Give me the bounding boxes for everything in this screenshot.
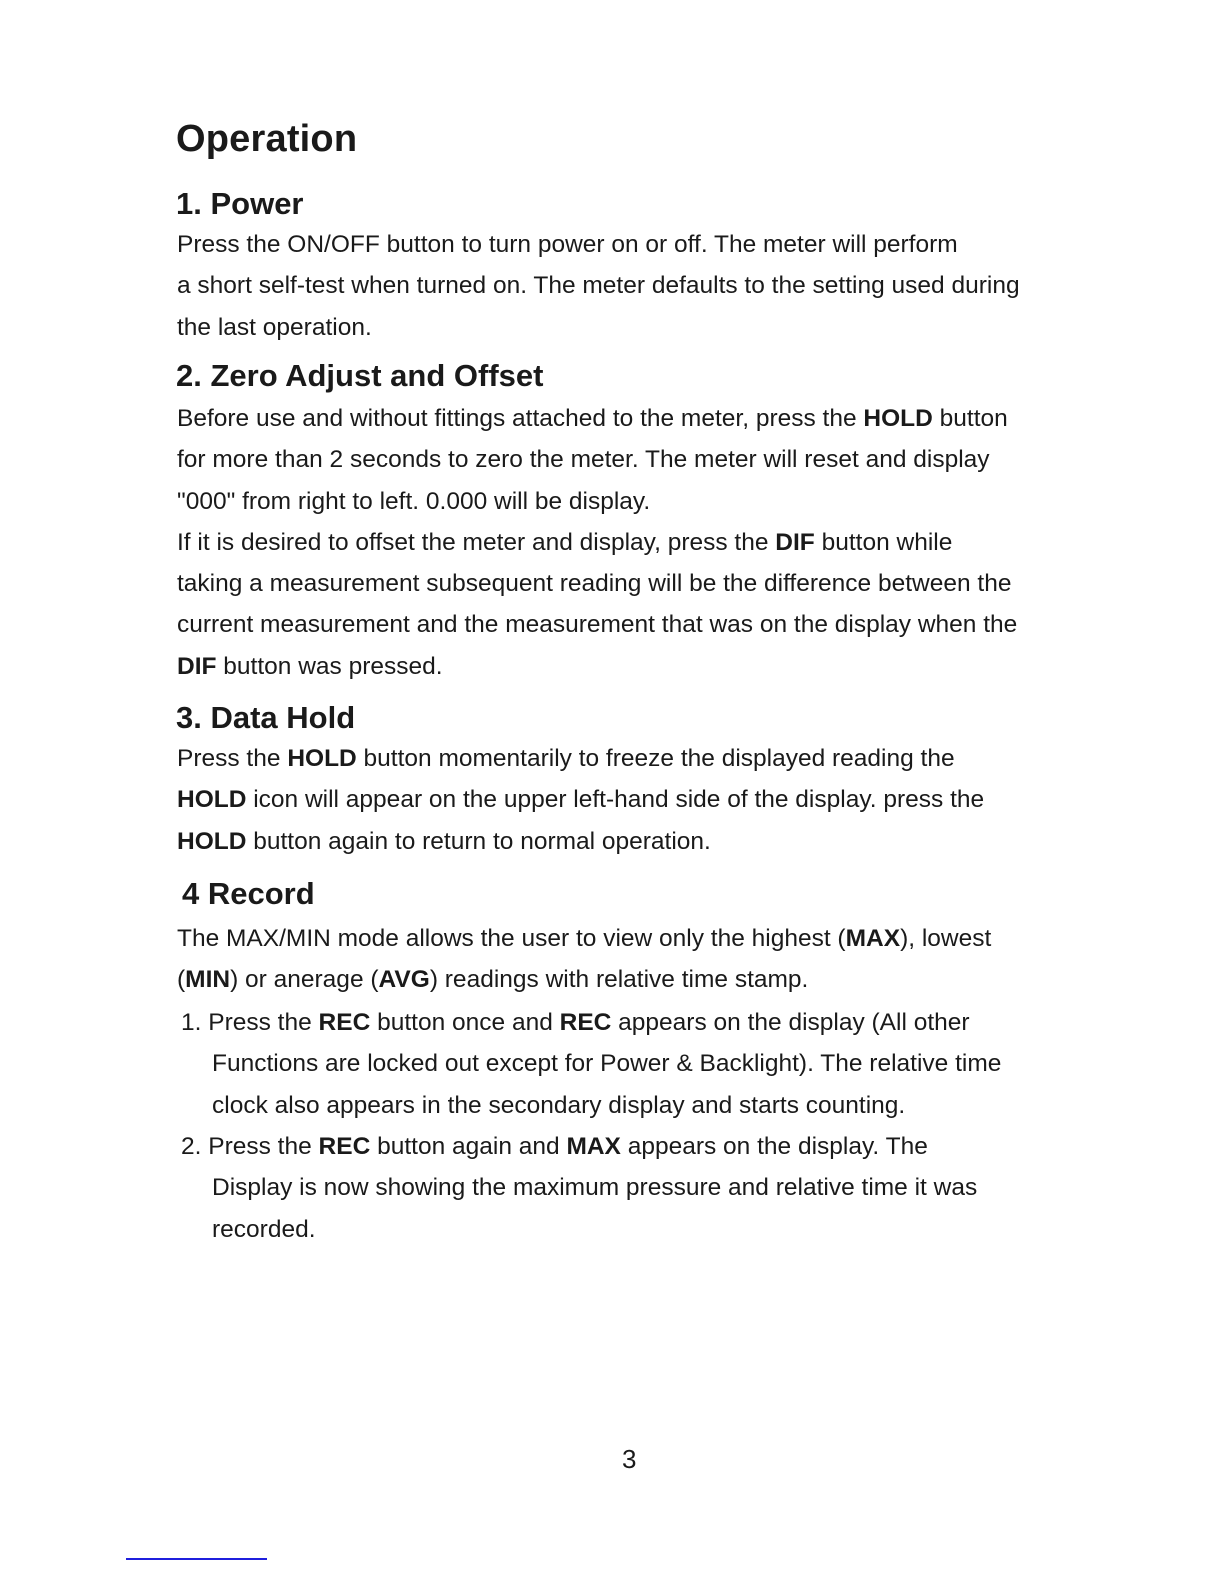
text-line [177,918,1107,959]
text-line [177,779,1107,820]
section-heading-power: 1. Power [176,186,304,221]
text-line: taking a measurement subsequent reading will be the difference between the [177,570,1012,598]
hold-keyword: HOLD [177,827,247,855]
text-run: button again to return to normal operation. [246,827,711,855]
zero-adjust-paragraph [177,398,1107,687]
hold-keyword: HOLD [287,745,357,772]
text-line: Press the ON/OFF button to turn power on or off. The meter will perform [177,231,958,258]
max-keyword: MAX [845,925,901,952]
text-line [177,646,1107,687]
text-run: button was pressed. [216,652,443,680]
rec-keyword: REC [318,1009,371,1036]
text-line [181,1002,1111,1043]
min-keyword: MIN [185,966,231,994]
text-line: Display is now showing the maximum pressure and relative time it was [212,1174,978,1202]
dif-keyword: DIF [177,652,217,680]
text-run: Press the [177,745,288,772]
text-line: clock also appears in the secondary display and starts counting. [212,1091,906,1119]
section-heading-data-hold: 3. Data Hold [176,700,356,735]
text-line: current measurement and the measurement that was on the display when the [177,611,1018,639]
record-paragraph [177,918,1107,1001]
text-line [177,738,1107,779]
text-run: button once and [370,1009,560,1036]
text-line: the last operation. [177,313,372,341]
text-run: Before use and without fittings attached to the meter, press the [177,405,864,432]
page-number: 3 [622,1444,637,1474]
text-run: ( [177,966,186,994]
dif-keyword: DIF [775,528,815,556]
text-line [177,398,1107,439]
text-line [181,1126,1111,1167]
data-hold-paragraph [177,738,1107,862]
page-title: Operation [176,118,358,160]
max-keyword: MAX [566,1133,621,1160]
text-line [177,959,1107,1000]
section-heading-record: 4 Record [182,876,315,911]
text-run: appears on the display (All other [611,1009,970,1036]
text-run: appears on the display. The [620,1133,928,1160]
text-run: 1. Press the [181,1009,319,1036]
text-run: If it is desired to offset the meter and display, press the [177,528,776,556]
text-line [177,522,1107,563]
text-line: for more than 2 seconds to zero the meter. The meter will reset and display [177,446,990,474]
text-run: button while [814,528,953,556]
text-line [177,821,1107,862]
section-heading-zero-adjust: 2. Zero Adjust and Offset [176,358,544,393]
text-run: button again and [370,1133,567,1160]
text-line: a short self-test when turned on. The meter defaults to the setting used during [177,272,1020,300]
text-run: The MAX/MIN mode allows the user to view only the highest ( [177,925,846,952]
hold-keyword: HOLD [177,786,247,814]
rec-keyword: REC [318,1133,371,1160]
text-line: "000" from right to left. 0.000 will be display. [177,487,651,515]
avg-keyword: AVG [378,966,430,994]
record-step-2 [181,1126,1111,1250]
rec-keyword: REC [559,1009,612,1036]
text-run: ) or anerage ( [230,966,379,994]
text-run: ), lowest [900,925,992,952]
power-paragraph [177,224,1107,348]
hold-keyword: HOLD [863,405,933,432]
text-run: button [932,405,1008,432]
record-step-1 [181,1002,1111,1126]
text-run: 2. Press the [181,1133,319,1160]
text-line: recorded. [212,1215,316,1243]
text-run: ) readings with relative time stamp. [429,966,809,994]
text-run: icon will appear on the upper left-hand side of the display. press the [246,786,985,814]
text-run: button momentarily to freeze the displayed reading the [356,745,955,772]
footer-rule [126,1558,267,1560]
text-line: Functions are locked out except for Power & Backlight). The relative time [212,1050,1002,1078]
